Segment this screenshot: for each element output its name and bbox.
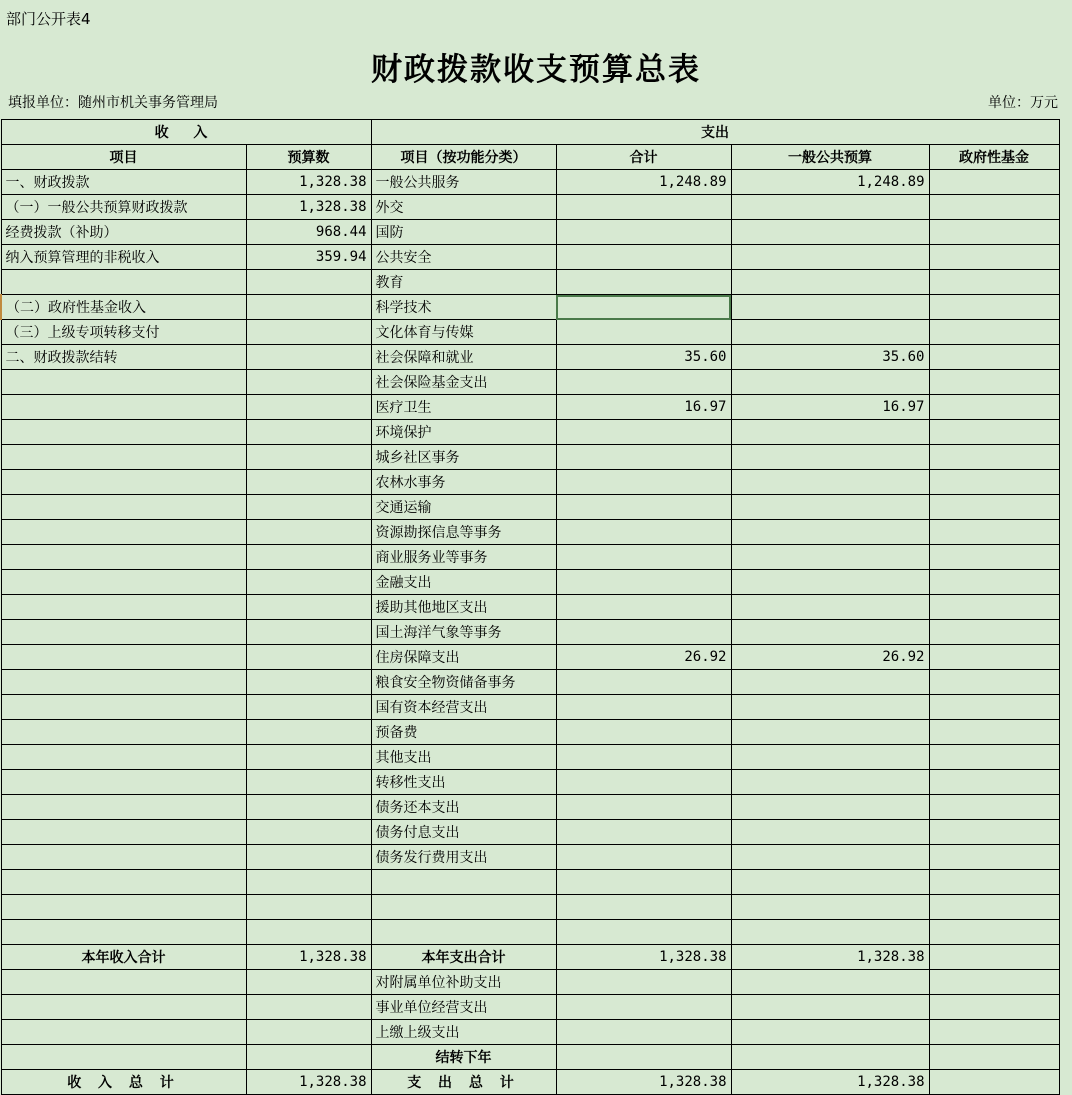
expense-item-cell[interactable]: 援助其他地区支出 — [371, 595, 556, 620]
table-row — [1, 970, 1059, 995]
expense-general-cell[interactable] — [731, 770, 929, 795]
income-item-cell[interactable]: 本年收入合计 — [1, 945, 246, 970]
col-income-budget: 预算数 — [246, 145, 371, 170]
income-value-cell[interactable] — [246, 970, 371, 995]
income-group-header: 收 入 — [1, 120, 371, 145]
table-body — [1, 120, 1059, 1070]
expense-item-cell[interactable]: 社会保障和就业 — [371, 345, 556, 370]
income-item-cell[interactable] — [1, 645, 246, 670]
expense-fund-cell[interactable] — [929, 970, 1059, 995]
income-value-cell[interactable]: 1,328.38 — [246, 170, 371, 195]
expense-item-cell[interactable]: 其他支出 — [371, 745, 556, 770]
expense-total-cell[interactable] — [556, 970, 731, 995]
expense-item-cell[interactable]: 一般公共服务 — [371, 170, 556, 195]
income-value-cell[interactable] — [246, 270, 371, 295]
expense-total-cell[interactable]: 16.97 — [556, 395, 731, 420]
income-item-cell[interactable] — [1, 470, 246, 495]
income-value-cell[interactable] — [246, 295, 371, 320]
income-value-cell[interactable] — [246, 795, 371, 820]
expense-item-cell[interactable]: 金融支出 — [371, 570, 556, 595]
income-item-cell[interactable] — [1, 970, 246, 995]
expense-total-cell[interactable]: 35.60 — [556, 345, 731, 370]
income-item-cell[interactable] — [1, 270, 246, 295]
expense-total-cell[interactable] — [556, 295, 731, 320]
income-value-cell[interactable]: 1,328.38 — [246, 945, 371, 970]
income-item-cell[interactable] — [1, 845, 246, 870]
income-value-cell[interactable] — [246, 620, 371, 645]
expense-item-cell[interactable]: 交通运输 — [371, 495, 556, 520]
income-item-cell[interactable]: （一）一般公共预算财政拨款 — [1, 195, 246, 220]
column-header-row — [1, 145, 1059, 170]
expense-general-cell[interactable]: 35.60 — [731, 345, 929, 370]
expense-fund-cell[interactable] — [929, 495, 1059, 520]
income-item-cell[interactable]: 二、财政拨款结转 — [1, 345, 246, 370]
expense-general-cell[interactable] — [731, 245, 929, 270]
expense-item-cell[interactable]: 资源勘探信息等事务 — [371, 520, 556, 545]
expense-item-cell[interactable]: 粮食安全物资储备事务 — [371, 670, 556, 695]
expense-general-cell[interactable]: 16.97 — [731, 395, 929, 420]
income-value-cell[interactable] — [246, 345, 371, 370]
expense-fund-cell[interactable] — [929, 395, 1059, 420]
expense-item-cell[interactable]: 上缴上级支出 — [371, 1020, 556, 1045]
income-item-cell[interactable] — [1, 895, 246, 920]
expense-general-cell[interactable]: 1,248.89 — [731, 170, 929, 195]
table-row — [1, 695, 1059, 720]
income-value-cell[interactable]: 968.44 — [246, 220, 371, 245]
expense-item-cell[interactable]: 本年支出合计 — [371, 945, 556, 970]
table-row — [1, 320, 1059, 345]
expense-fund-cell[interactable] — [929, 670, 1059, 695]
expense-general-cell[interactable] — [731, 695, 929, 720]
expense-general-cell[interactable] — [731, 195, 929, 220]
table-row — [1, 570, 1059, 595]
expense-grand-total-general: 1,328.38 — [731, 1070, 929, 1095]
income-value-cell[interactable] — [246, 420, 371, 445]
income-item-cell[interactable] — [1, 545, 246, 570]
expense-fund-cell[interactable] — [929, 270, 1059, 295]
income-item-cell[interactable] — [1, 820, 246, 845]
table-row — [1, 170, 1059, 195]
expense-general-cell[interactable] — [731, 795, 929, 820]
expense-total-cell[interactable] — [556, 920, 731, 945]
income-value-cell[interactable] — [246, 670, 371, 695]
income-item-cell[interactable] — [1, 620, 246, 645]
expense-item-cell[interactable]: 债务还本支出 — [371, 795, 556, 820]
expense-grand-total-label: 支 出 总 计 — [371, 1070, 556, 1095]
income-item-cell[interactable] — [1, 670, 246, 695]
expense-total-cell[interactable]: 26.92 — [556, 645, 731, 670]
form-code-label: 部门公开表4 — [6, 10, 91, 28]
income-value-cell[interactable] — [246, 695, 371, 720]
income-value-cell[interactable] — [246, 470, 371, 495]
expense-total-cell[interactable] — [556, 870, 731, 895]
expense-fund-cell[interactable] — [929, 320, 1059, 345]
expense-fund-cell[interactable] — [929, 1045, 1059, 1070]
expense-general-cell[interactable] — [731, 1045, 929, 1070]
table-row — [1, 620, 1059, 645]
expense-item-cell[interactable] — [371, 920, 556, 945]
expense-item-cell[interactable] — [371, 895, 556, 920]
income-value-cell[interactable] — [246, 645, 371, 670]
expense-general-cell[interactable] — [731, 295, 929, 320]
table-row — [1, 595, 1059, 620]
expense-item-cell[interactable]: 国有资本经营支出 — [371, 695, 556, 720]
income-item-cell[interactable] — [1, 1020, 246, 1045]
expense-fund-cell[interactable] — [929, 1020, 1059, 1045]
col-expense-item: 项目（按功能分类） — [371, 145, 556, 170]
expense-fund-cell[interactable] — [929, 570, 1059, 595]
expense-item-cell[interactable]: 预备费 — [371, 720, 556, 745]
income-value-cell[interactable] — [246, 445, 371, 470]
table-row — [1, 920, 1059, 945]
expense-fund-cell[interactable] — [929, 545, 1059, 570]
expense-total-cell[interactable]: 1,328.38 — [556, 945, 731, 970]
expense-item-cell[interactable]: 外交 — [371, 195, 556, 220]
income-item-cell[interactable] — [1, 445, 246, 470]
expense-item-cell[interactable]: 城乡社区事务 — [371, 445, 556, 470]
expense-fund-cell[interactable] — [929, 195, 1059, 220]
income-value-cell[interactable] — [246, 845, 371, 870]
expense-general-cell[interactable] — [731, 970, 929, 995]
expense-general-cell[interactable] — [731, 320, 929, 345]
income-item-cell[interactable] — [1, 720, 246, 745]
income-item-cell[interactable] — [1, 520, 246, 545]
expense-total-cell[interactable] — [556, 845, 731, 870]
table-row — [1, 670, 1059, 695]
table-row — [1, 445, 1059, 470]
expense-grand-total-value: 1,328.38 — [556, 1070, 731, 1095]
income-value-cell[interactable]: 1,328.38 — [246, 195, 371, 220]
income-item-cell[interactable] — [1, 370, 246, 395]
grand-total-row — [1, 1070, 1059, 1095]
income-item-cell[interactable] — [1, 420, 246, 445]
expense-total-cell[interactable] — [556, 470, 731, 495]
expense-general-cell[interactable] — [731, 920, 929, 945]
income-value-cell[interactable] — [246, 395, 371, 420]
expense-general-cell[interactable] — [731, 445, 929, 470]
expense-fund-cell[interactable] — [929, 695, 1059, 720]
expense-general-cell[interactable] — [731, 220, 929, 245]
expense-general-cell[interactable] — [731, 670, 929, 695]
expense-general-cell[interactable]: 26.92 — [731, 645, 929, 670]
expense-total-cell[interactable] — [556, 995, 731, 1020]
expense-general-cell[interactable] — [731, 995, 929, 1020]
expense-general-cell[interactable] — [731, 745, 929, 770]
income-item-cell[interactable] — [1, 495, 246, 520]
table-row — [1, 820, 1059, 845]
table-row — [1, 245, 1059, 270]
expense-general-cell[interactable] — [731, 420, 929, 445]
income-grand-total-value: 1,328.38 — [246, 1070, 371, 1095]
expense-fund-cell[interactable] — [929, 895, 1059, 920]
expense-item-cell[interactable]: 国防 — [371, 220, 556, 245]
expense-total-cell[interactable] — [556, 770, 731, 795]
table-row — [1, 470, 1059, 495]
table-footer — [1, 1070, 1059, 1095]
expense-general-cell[interactable] — [731, 820, 929, 845]
table-row — [1, 645, 1059, 670]
expense-group-header: 支出 — [371, 120, 1059, 145]
expense-general-cell[interactable]: 1,328.38 — [731, 945, 929, 970]
expense-item-cell[interactable]: 公共安全 — [371, 245, 556, 270]
expense-total-cell[interactable] — [556, 720, 731, 745]
expense-total-cell[interactable] — [556, 795, 731, 820]
income-item-cell[interactable] — [1, 770, 246, 795]
col-expense-general: 一般公共预算 — [731, 145, 929, 170]
expense-grand-total-fund — [929, 1070, 1059, 1095]
expense-item-cell[interactable]: 住房保障支出 — [371, 645, 556, 670]
expense-total-cell[interactable] — [556, 270, 731, 295]
income-item-cell[interactable] — [1, 695, 246, 720]
income-item-cell[interactable]: 纳入预算管理的非税收入 — [1, 245, 246, 270]
income-item-cell[interactable]: （三）上级专项转移支付 — [1, 320, 246, 345]
table-row — [1, 845, 1059, 870]
expense-item-cell[interactable]: 债务发行费用支出 — [371, 845, 556, 870]
expense-item-cell[interactable]: 医疗卫生 — [371, 395, 556, 420]
income-value-cell[interactable]: 359.94 — [246, 245, 371, 270]
col-expense-total: 合计 — [556, 145, 731, 170]
expense-total-cell[interactable] — [556, 495, 731, 520]
expense-fund-cell[interactable] — [929, 170, 1059, 195]
filler-unit-label: 填报单位：随州市机关事务管理局 — [8, 95, 218, 111]
expense-fund-cell[interactable] — [929, 745, 1059, 770]
table-row — [1, 395, 1059, 420]
expense-general-cell[interactable] — [731, 595, 929, 620]
expense-fund-cell[interactable] — [929, 870, 1059, 895]
income-item-cell[interactable] — [1, 570, 246, 595]
currency-unit-label: 单位：万元 — [988, 95, 1058, 111]
group-header-row — [1, 120, 1059, 145]
expense-total-cell[interactable] — [556, 445, 731, 470]
table-row — [1, 895, 1059, 920]
expense-general-cell[interactable] — [731, 845, 929, 870]
expense-general-cell[interactable] — [731, 570, 929, 595]
expense-fund-cell[interactable] — [929, 245, 1059, 270]
expense-item-cell[interactable]: 债务付息支出 — [371, 820, 556, 845]
expense-general-cell[interactable] — [731, 270, 929, 295]
budget-table — [0, 119, 1060, 1095]
table-row — [1, 870, 1059, 895]
table-row — [1, 720, 1059, 745]
expense-total-cell[interactable] — [556, 670, 731, 695]
table-row — [1, 995, 1059, 1020]
expense-total-cell[interactable] — [556, 220, 731, 245]
expense-general-cell[interactable] — [731, 620, 929, 645]
expense-fund-cell[interactable] — [929, 845, 1059, 870]
income-item-cell[interactable] — [1, 395, 246, 420]
table-row — [1, 370, 1059, 395]
income-item-cell[interactable] — [1, 995, 246, 1020]
income-value-cell[interactable] — [246, 745, 371, 770]
expense-fund-cell[interactable] — [929, 370, 1059, 395]
income-item-cell[interactable] — [1, 745, 246, 770]
subheader-row — [0, 92, 1072, 112]
expense-fund-cell[interactable] — [929, 295, 1059, 320]
expense-total-cell[interactable] — [556, 570, 731, 595]
table-row — [1, 195, 1059, 220]
expense-total-cell[interactable] — [556, 195, 731, 220]
col-income-item: 项目 — [1, 145, 246, 170]
table-row — [1, 345, 1059, 370]
expense-item-cell[interactable]: 结转下年 — [371, 1045, 556, 1070]
expense-fund-cell[interactable] — [929, 470, 1059, 495]
expense-item-cell[interactable]: 对附属单位补助支出 — [371, 970, 556, 995]
expense-general-cell[interactable] — [731, 370, 929, 395]
expense-total-cell[interactable] — [556, 1020, 731, 1045]
page-title: 财政拨款收支预算总表 — [371, 52, 701, 88]
expense-fund-cell[interactable] — [929, 220, 1059, 245]
income-value-cell[interactable] — [246, 520, 371, 545]
expense-fund-cell[interactable] — [929, 995, 1059, 1020]
table-row — [1, 295, 1059, 320]
expense-total-cell[interactable] — [556, 320, 731, 345]
expense-total-cell[interactable] — [556, 370, 731, 395]
income-value-cell[interactable] — [246, 495, 371, 520]
expense-fund-cell[interactable] — [929, 445, 1059, 470]
expense-item-cell[interactable]: 转移性支出 — [371, 770, 556, 795]
income-value-cell[interactable] — [246, 1045, 371, 1070]
expense-total-cell[interactable] — [556, 895, 731, 920]
table-row — [1, 420, 1059, 445]
expense-total-cell[interactable] — [556, 520, 731, 545]
expense-fund-cell[interactable] — [929, 420, 1059, 445]
expense-total-cell[interactable] — [556, 620, 731, 645]
income-value-cell[interactable] — [246, 595, 371, 620]
expense-item-cell[interactable] — [371, 870, 556, 895]
income-value-cell[interactable] — [246, 870, 371, 895]
income-value-cell[interactable] — [246, 320, 371, 345]
expense-total-cell[interactable] — [556, 420, 731, 445]
expense-item-cell[interactable]: 科学技术 — [371, 295, 556, 320]
expense-total-cell[interactable]: 1,248.89 — [556, 170, 731, 195]
expense-fund-cell[interactable] — [929, 920, 1059, 945]
table-row — [1, 745, 1059, 770]
expense-fund-cell[interactable] — [929, 520, 1059, 545]
income-value-cell[interactable] — [246, 570, 371, 595]
expense-general-cell[interactable] — [731, 720, 929, 745]
income-value-cell[interactable] — [246, 720, 371, 745]
expense-fund-cell[interactable] — [929, 795, 1059, 820]
income-item-cell[interactable] — [1, 920, 246, 945]
expense-general-cell[interactable] — [731, 895, 929, 920]
income-grand-total-label: 收 入 总 计 — [1, 1070, 246, 1095]
expense-total-cell[interactable] — [556, 545, 731, 570]
table-row — [1, 520, 1059, 545]
income-value-cell[interactable] — [246, 995, 371, 1020]
expense-item-cell[interactable]: 社会保险基金支出 — [371, 370, 556, 395]
expense-total-cell[interactable] — [556, 1045, 731, 1070]
table-row — [1, 770, 1059, 795]
expense-general-cell[interactable] — [731, 470, 929, 495]
income-value-cell[interactable] — [246, 895, 371, 920]
expense-item-cell[interactable]: 教育 — [371, 270, 556, 295]
table-row — [1, 270, 1059, 295]
table-row — [1, 545, 1059, 570]
income-item-cell[interactable] — [1, 1045, 246, 1070]
expense-total-cell[interactable] — [556, 745, 731, 770]
expense-fund-cell[interactable] — [929, 945, 1059, 970]
col-expense-fund: 政府性基金 — [929, 145, 1059, 170]
table-row — [1, 945, 1059, 970]
expense-general-cell[interactable] — [731, 495, 929, 520]
expense-general-cell[interactable] — [731, 870, 929, 895]
expense-fund-cell[interactable] — [929, 645, 1059, 670]
expense-fund-cell[interactable] — [929, 770, 1059, 795]
table-row — [1, 795, 1059, 820]
expense-general-cell[interactable] — [731, 545, 929, 570]
expense-fund-cell[interactable] — [929, 620, 1059, 645]
expense-item-cell[interactable]: 农林水事务 — [371, 470, 556, 495]
income-item-cell[interactable]: 经费拨款（补助） — [1, 220, 246, 245]
expense-fund-cell[interactable] — [929, 720, 1059, 745]
expense-fund-cell[interactable] — [929, 820, 1059, 845]
income-item-cell[interactable]: 一、财政拨款 — [1, 170, 246, 195]
expense-item-cell[interactable]: 国土海洋气象等事务 — [371, 620, 556, 645]
expense-item-cell[interactable]: 商业服务业等事务 — [371, 545, 556, 570]
income-item-cell[interactable] — [1, 870, 246, 895]
income-item-cell[interactable]: （二）政府性基金收入 — [1, 295, 246, 320]
income-value-cell[interactable] — [246, 370, 371, 395]
table-row — [1, 220, 1059, 245]
table-row — [1, 1045, 1059, 1070]
income-value-cell[interactable] — [246, 545, 371, 570]
income-item-cell[interactable] — [1, 595, 246, 620]
expense-total-cell[interactable] — [556, 595, 731, 620]
income-value-cell[interactable] — [246, 920, 371, 945]
income-value-cell[interactable] — [246, 770, 371, 795]
expense-total-cell[interactable] — [556, 245, 731, 270]
expense-total-cell[interactable] — [556, 820, 731, 845]
expense-item-cell[interactable]: 事业单位经营支出 — [371, 995, 556, 1020]
income-item-cell[interactable] — [1, 795, 246, 820]
expense-fund-cell[interactable] — [929, 345, 1059, 370]
expense-item-cell[interactable]: 环境保护 — [371, 420, 556, 445]
expense-general-cell[interactable] — [731, 520, 929, 545]
expense-item-cell[interactable]: 文化体育与传媒 — [371, 320, 556, 345]
income-value-cell[interactable] — [246, 820, 371, 845]
expense-fund-cell[interactable] — [929, 595, 1059, 620]
income-value-cell[interactable] — [246, 1020, 371, 1045]
expense-general-cell[interactable] — [731, 1020, 929, 1045]
expense-total-cell[interactable] — [556, 695, 731, 720]
table-row — [1, 1020, 1059, 1045]
table-row — [1, 495, 1059, 520]
